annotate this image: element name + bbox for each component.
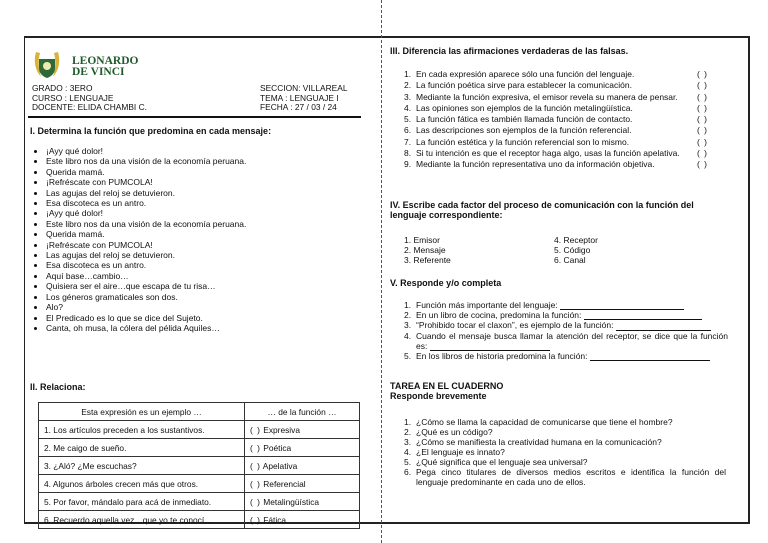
question-text: Pega cinco titulares de diversos medios escritos e identifica la función del lenguaje predominante en cada uno de ellos.: [416, 467, 726, 487]
statement-text: Mediante la función expresiva, el emisor revela su manera de pensar.: [416, 91, 678, 102]
list-item: 4. Cuando el mensaje busca llamar la atención del receptor, se dice que la función es:: [404, 330, 728, 351]
expression-cell: 6. Recuerdo aquella vez…que yo te conocí…: [39, 511, 245, 529]
section5-title: V. Responde y/o completa: [390, 278, 502, 288]
list-item: 1. ¿Cómo se llama la capacidad de comunicarse que tiene el hombre?: [404, 417, 726, 427]
table-row: [39, 493, 360, 511]
factor-item: 5. Código: [554, 245, 591, 255]
homework-title: TAREA EN EL CUADERNO: [390, 381, 504, 391]
question-text: ¿Qué significa que el lenguaje sea universal?: [416, 457, 588, 467]
true-false-blank[interactable]: ( ): [696, 114, 708, 125]
list-item: 5. En los libros de historia predomina la función:: [404, 351, 728, 361]
section1-title: I. Determina la función que predomina en cada mensaje:: [30, 126, 272, 136]
list-item: 1. En cada expresión aparece sólo una función del lenguaje. ( ): [404, 69, 714, 80]
column-header-expression: Esta expresión es un ejemplo …: [39, 403, 245, 421]
school-name-line2: DE VINCI: [72, 66, 125, 78]
function-cell: [245, 457, 360, 475]
expression-cell: 2. Me caigo de sueño.: [39, 439, 245, 457]
list-item: • Canta, oh musa, la cólera del pélida Aquiles…: [46, 323, 366, 333]
function-cell: [245, 475, 360, 493]
answer-line[interactable]: [430, 342, 550, 351]
function-cell: [245, 511, 360, 529]
true-false-blank[interactable]: ( ): [696, 91, 708, 102]
table-row: [39, 475, 360, 493]
answer-line[interactable]: [560, 301, 684, 310]
question-text: En los libros de historia predomina la función:: [416, 351, 588, 362]
list-item: 3. ¿Cómo se manifiesta la creatividad humana en la comunicación?: [404, 437, 726, 447]
question-text: ¿Cómo se llama la capacidad de comunicarse que tiene el hombre?: [416, 417, 673, 427]
table-row: [39, 511, 360, 529]
list-item: 4. ¿El lenguaje es innato?: [404, 447, 726, 457]
answer-blank[interactable]: ( ): [250, 460, 261, 471]
grade-field: GRADO : 3ERO: [32, 83, 93, 93]
function-label: Apelativa: [262, 460, 298, 471]
factor-item: 1. Emisor: [404, 235, 440, 245]
header-rule: [28, 116, 361, 118]
expression-cell: 1. Los artículos preceden a los sustantivos.: [39, 421, 245, 439]
homework-subtitle: Responde brevemente: [390, 391, 487, 401]
section-field: SECCION: VILLAREAL: [260, 83, 348, 93]
list-item: • Aquí base…cambio…: [46, 271, 366, 281]
list-item: • El Predicado es lo que se dice del Sujeto.: [46, 313, 366, 323]
statement-text: La función estética y la función referencial son lo mismo.: [416, 136, 630, 147]
list-item: • ¡Ayy qué dolor!: [46, 146, 366, 156]
section5-list: [404, 300, 728, 361]
section4-title: IV. Escribe cada factor del proceso de comunicación con la función del lenguaje correspondiente:: [390, 200, 694, 220]
factor-item: 3. Referente: [404, 255, 451, 265]
expression-cell: 4. Algunos árboles crecen más que otros.: [39, 475, 245, 493]
student-header: [32, 84, 364, 113]
homework-heading: [390, 381, 503, 401]
statement-text: Las opiniones son ejemplos de la función metalingüística.: [416, 102, 633, 113]
statement-text: En cada expresión aparece sólo una función del lenguaje.: [416, 69, 635, 79]
course-field: CURSO : LENGUAJE: [32, 92, 114, 103]
list-item: 2. La función poética sirve para establecer la comunicación. ( ): [404, 80, 714, 91]
column-header-function: … de la función …: [245, 403, 360, 421]
true-false-blank[interactable]: ( ): [696, 136, 708, 147]
school-name: [72, 56, 138, 78]
true-false-blank[interactable]: ( ): [696, 148, 708, 159]
list-item: 1. Función más importante del lenguaje:: [404, 300, 728, 310]
answer-blank[interactable]: ( ): [250, 442, 261, 453]
section3-title: III. Diferencia las afirmaciones verdaderas de las falsas.: [390, 46, 629, 56]
relate-table: [38, 402, 360, 529]
list-item: • ¡Ayy qué dolor!: [46, 208, 366, 218]
table-row: [39, 457, 360, 475]
answer-line[interactable]: [584, 311, 702, 320]
table-header-row: [39, 403, 360, 421]
statement-text: Las descripciones son ejemplos de la función referencial.: [416, 125, 632, 136]
function-label: Poética: [263, 442, 292, 453]
list-item: 7. La función estética y la función referencial son lo mismo. ( ): [404, 137, 714, 148]
list-item: • Querida mamá.: [46, 229, 366, 239]
list-item: 8. Si tu intención es que el receptor haga algo, usas la función apelativa. ( ): [404, 148, 714, 159]
date-field: FECHA : 27 / 03 / 24: [260, 102, 337, 113]
list-item: • Las agujas del reloj se detuvieron.: [46, 188, 366, 198]
list-item: 2. ¿Qué es un código?: [404, 427, 726, 437]
list-item: • ¡Refréscate con PUMCOLA!: [46, 240, 366, 250]
true-false-blank[interactable]: ( ): [696, 125, 708, 136]
expression-cell: 3. ¿Aló? ¿Me escuchas?: [39, 457, 245, 475]
factor-item: 2. Mensaje: [404, 245, 446, 255]
list-item: 6. Pega cinco titulares de diversos medios escritos e identifica la función del lenguaje predominante en cada uno de ellos.: [404, 467, 726, 487]
answer-blank[interactable]: ( ): [250, 514, 261, 525]
list-item: • Esa discoteca es un antro.: [46, 198, 366, 208]
function-label: Expresiva: [263, 424, 301, 435]
list-item: • Alo?: [46, 302, 366, 312]
homework-list: [404, 417, 726, 487]
question-text: ¿El lenguaje es innato?: [416, 447, 505, 457]
true-false-blank[interactable]: ( ): [696, 159, 708, 170]
section1-list: [28, 146, 366, 333]
function-label: Metalingüística: [263, 496, 320, 507]
section4-factors: [404, 235, 704, 265]
list-item: • Querida mamá.: [46, 167, 366, 177]
factor-item: 6. Canal: [554, 255, 586, 265]
answer-blank[interactable]: ( ): [250, 496, 261, 507]
list-item: • Este libro nos da una visión de la economía peruana.: [46, 156, 366, 166]
function-cell: [245, 493, 360, 511]
statement-text: La función fática es también llamada función de contacto.: [416, 114, 633, 125]
list-item: 4. Las opiniones son ejemplos de la función metalingüística. ( ): [404, 103, 714, 114]
list-item: • Las agujas del reloj se detuvieron.: [46, 250, 366, 260]
list-item: • Esa discoteca es un antro.: [46, 260, 366, 270]
statement-text: Mediante la función representativa uno da información objetiva.: [416, 159, 655, 170]
list-item: • Los géneros gramaticales son dos.: [46, 292, 366, 302]
list-item: 6. Las descripciones son ejemplos de la función referencial. ( ): [404, 125, 714, 136]
function-label: Referencial: [263, 478, 306, 489]
table-row: [39, 439, 360, 457]
answer-blank[interactable]: ( ): [250, 424, 261, 435]
list-item: • Este libro nos da una visión de la economía peruana.: [46, 219, 366, 229]
function-cell: [245, 439, 360, 457]
school-name-line1: LEONARDO: [72, 55, 139, 67]
list-item: • Quisiera ser el aire…que escapa de tu risa…: [46, 281, 366, 291]
list-item: 5. ¿Qué significa que el lenguaje sea universal?: [404, 457, 726, 467]
question-text: Función más importante del lenguaje:: [416, 300, 558, 310]
answer-line[interactable]: [616, 322, 711, 331]
section3-list: [404, 69, 714, 171]
list-item: 3. “Prohibido tocar el claxon”, es ejemplo de la función:: [404, 320, 728, 330]
true-false-blank[interactable]: ( ): [696, 102, 708, 113]
question-text: Cuando el mensaje busca llamar la atención del receptor, se dice que la función es:: [416, 330, 728, 351]
list-item: 2. En un libro de cocina, predomina la función:: [404, 310, 728, 320]
function-cell: [245, 421, 360, 439]
question-text: ¿Qué es un código?: [416, 427, 493, 437]
true-false-blank[interactable]: ( ): [696, 80, 708, 91]
fold-divider: [381, 0, 382, 543]
list-item: • ¡Refréscate con PUMCOLA!: [46, 177, 366, 187]
statement-text: La función poética sirve para establecer la comunicación.: [416, 80, 632, 91]
question-text: ¿Cómo se manifiesta la creatividad humana en la comunicación?: [416, 437, 662, 447]
question-text: En un libro de cocina, predomina la función:: [416, 310, 582, 321]
teacher-field: DOCENTE: ELIDA CHAMBI C.: [32, 102, 147, 113]
answer-line[interactable]: [590, 352, 710, 361]
list-item: 3. Mediante la función expresiva, el emisor revela su manera de pensar. ( ): [404, 92, 714, 103]
question-text: “Prohibido tocar el claxon”, es ejemplo de la función:: [416, 320, 614, 331]
expression-cell: 5. Por favor, mándalo para acá de inmediato.: [39, 493, 245, 511]
factor-item: 4. Receptor: [554, 235, 598, 245]
answer-blank[interactable]: ( ): [250, 478, 261, 489]
function-label: Fática: [263, 514, 287, 525]
statement-text: Si tu intención es que el receptor haga algo, usas la función apelativa.: [416, 148, 680, 159]
list-item: 5. La función fática es también llamada función de contacto. ( ): [404, 114, 714, 125]
section2-title: II. Relaciona:: [30, 382, 86, 392]
table-row: [39, 421, 360, 439]
topic-field: TEMA : LENGUAJE I: [260, 92, 339, 103]
list-item: 9. Mediante la función representativa uno da información objetiva. ( ): [404, 159, 714, 170]
school-logo-icon: [32, 46, 62, 82]
true-false-blank[interactable]: ( ): [696, 69, 708, 79]
